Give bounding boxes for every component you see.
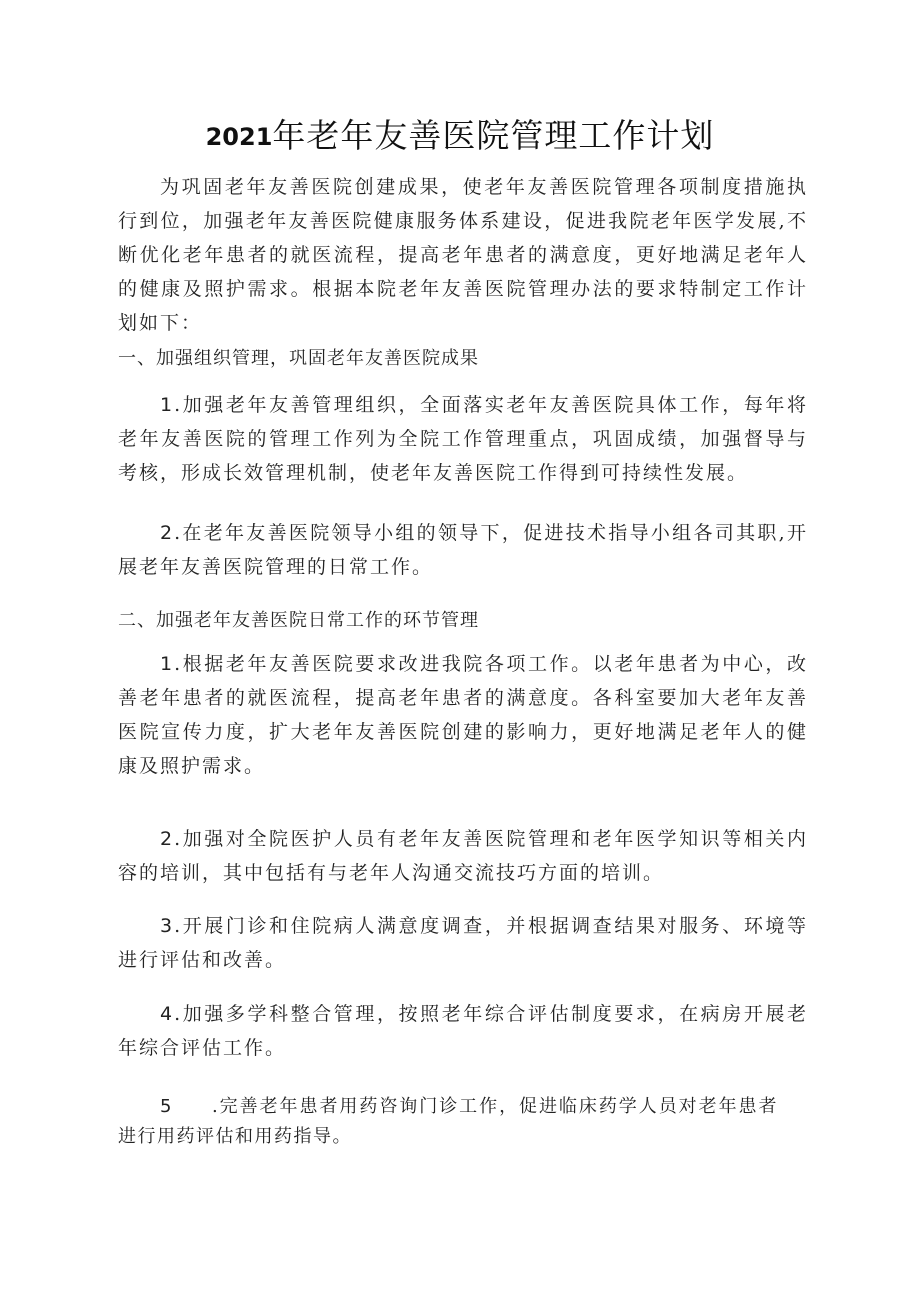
item-number: 2 bbox=[160, 828, 175, 850]
section1-item-1 bbox=[118, 388, 808, 490]
section-heading-1: 一、加强组织管理，巩固老年友善医院成果 bbox=[118, 348, 479, 369]
item-number: 2 bbox=[160, 522, 175, 544]
item-text: .加强对全院医护人员有老年友善医院管理和老年医学知识等相关内容的培训，其中包括有与老年人沟通交流技巧方面的培训。 bbox=[118, 828, 808, 884]
item-number: 1 bbox=[160, 394, 175, 416]
title-text: 年老年友善医院管理工作计划 bbox=[272, 116, 715, 155]
section2-item-1 bbox=[118, 647, 808, 783]
item-number: 1 bbox=[160, 653, 175, 675]
section-heading-2: 二、加强老年友善医院日常工作的环节管理 bbox=[118, 610, 479, 631]
section1-item-2 bbox=[118, 516, 808, 584]
item-number: 5 bbox=[160, 1096, 173, 1117]
item-text: .加强多学科整合管理，按照老年综合评估制度要求，在病房开展老年综合评估工作。 bbox=[118, 1003, 808, 1059]
item-text: .完善老年患者用药咨询门诊工作，促进临床药学人员对老年患者进行用药评估和用药指导。 bbox=[118, 1096, 778, 1147]
section2-item-2 bbox=[118, 822, 808, 890]
item-number: 3 bbox=[160, 915, 175, 937]
item-text: .在老年友善医院领导小组的领导下，促进技术指导小组各司其职,开展老年友善医院管理的日常工作。 bbox=[118, 522, 808, 578]
item-text: .开展门诊和住院病人满意度调查，并根据调查结果对服务、环境等进行评估和改善。 bbox=[118, 915, 808, 971]
section2-item-5 bbox=[118, 1092, 778, 1152]
item-text: .根据老年友善医院要求改进我院各项工作。以老年患者为中心，改善老年患者的就医流程，提高老年患者的满意度。各科室要加大老年友善医院宣传力度，扩大老年友善医院创建的影响力，更好地满足老年人的健康及照护需求。 bbox=[118, 653, 808, 777]
title-year: 2021 bbox=[205, 123, 273, 151]
section2-item-4 bbox=[118, 997, 808, 1065]
section2-item-3 bbox=[118, 909, 808, 977]
item-number: 4 bbox=[160, 1003, 175, 1025]
page-title bbox=[0, 112, 920, 161]
item-text: .加强老年友善管理组织，全面落实老年友善医院具体工作，每年将老年友善医院的管理工作列为全院工作管理重点，巩固成绩，加强督导与考核，形成长效管理机制，使老年友善医院工作得到可持续性发展。 bbox=[118, 394, 808, 484]
intro-paragraph: 为巩固老年友善医院创建成果，使老年友善医院管理各项制度措施执行到位，加强老年友善医院健康服务体系建设，促进我院老年医学发展,不断优化老年患者的就医流程，提高老年患者的满意度，更好地满足老年人的健康及照护需求。根据本院老年友善医院管理办法的要求特制定工作计划如下： bbox=[118, 176, 808, 334]
